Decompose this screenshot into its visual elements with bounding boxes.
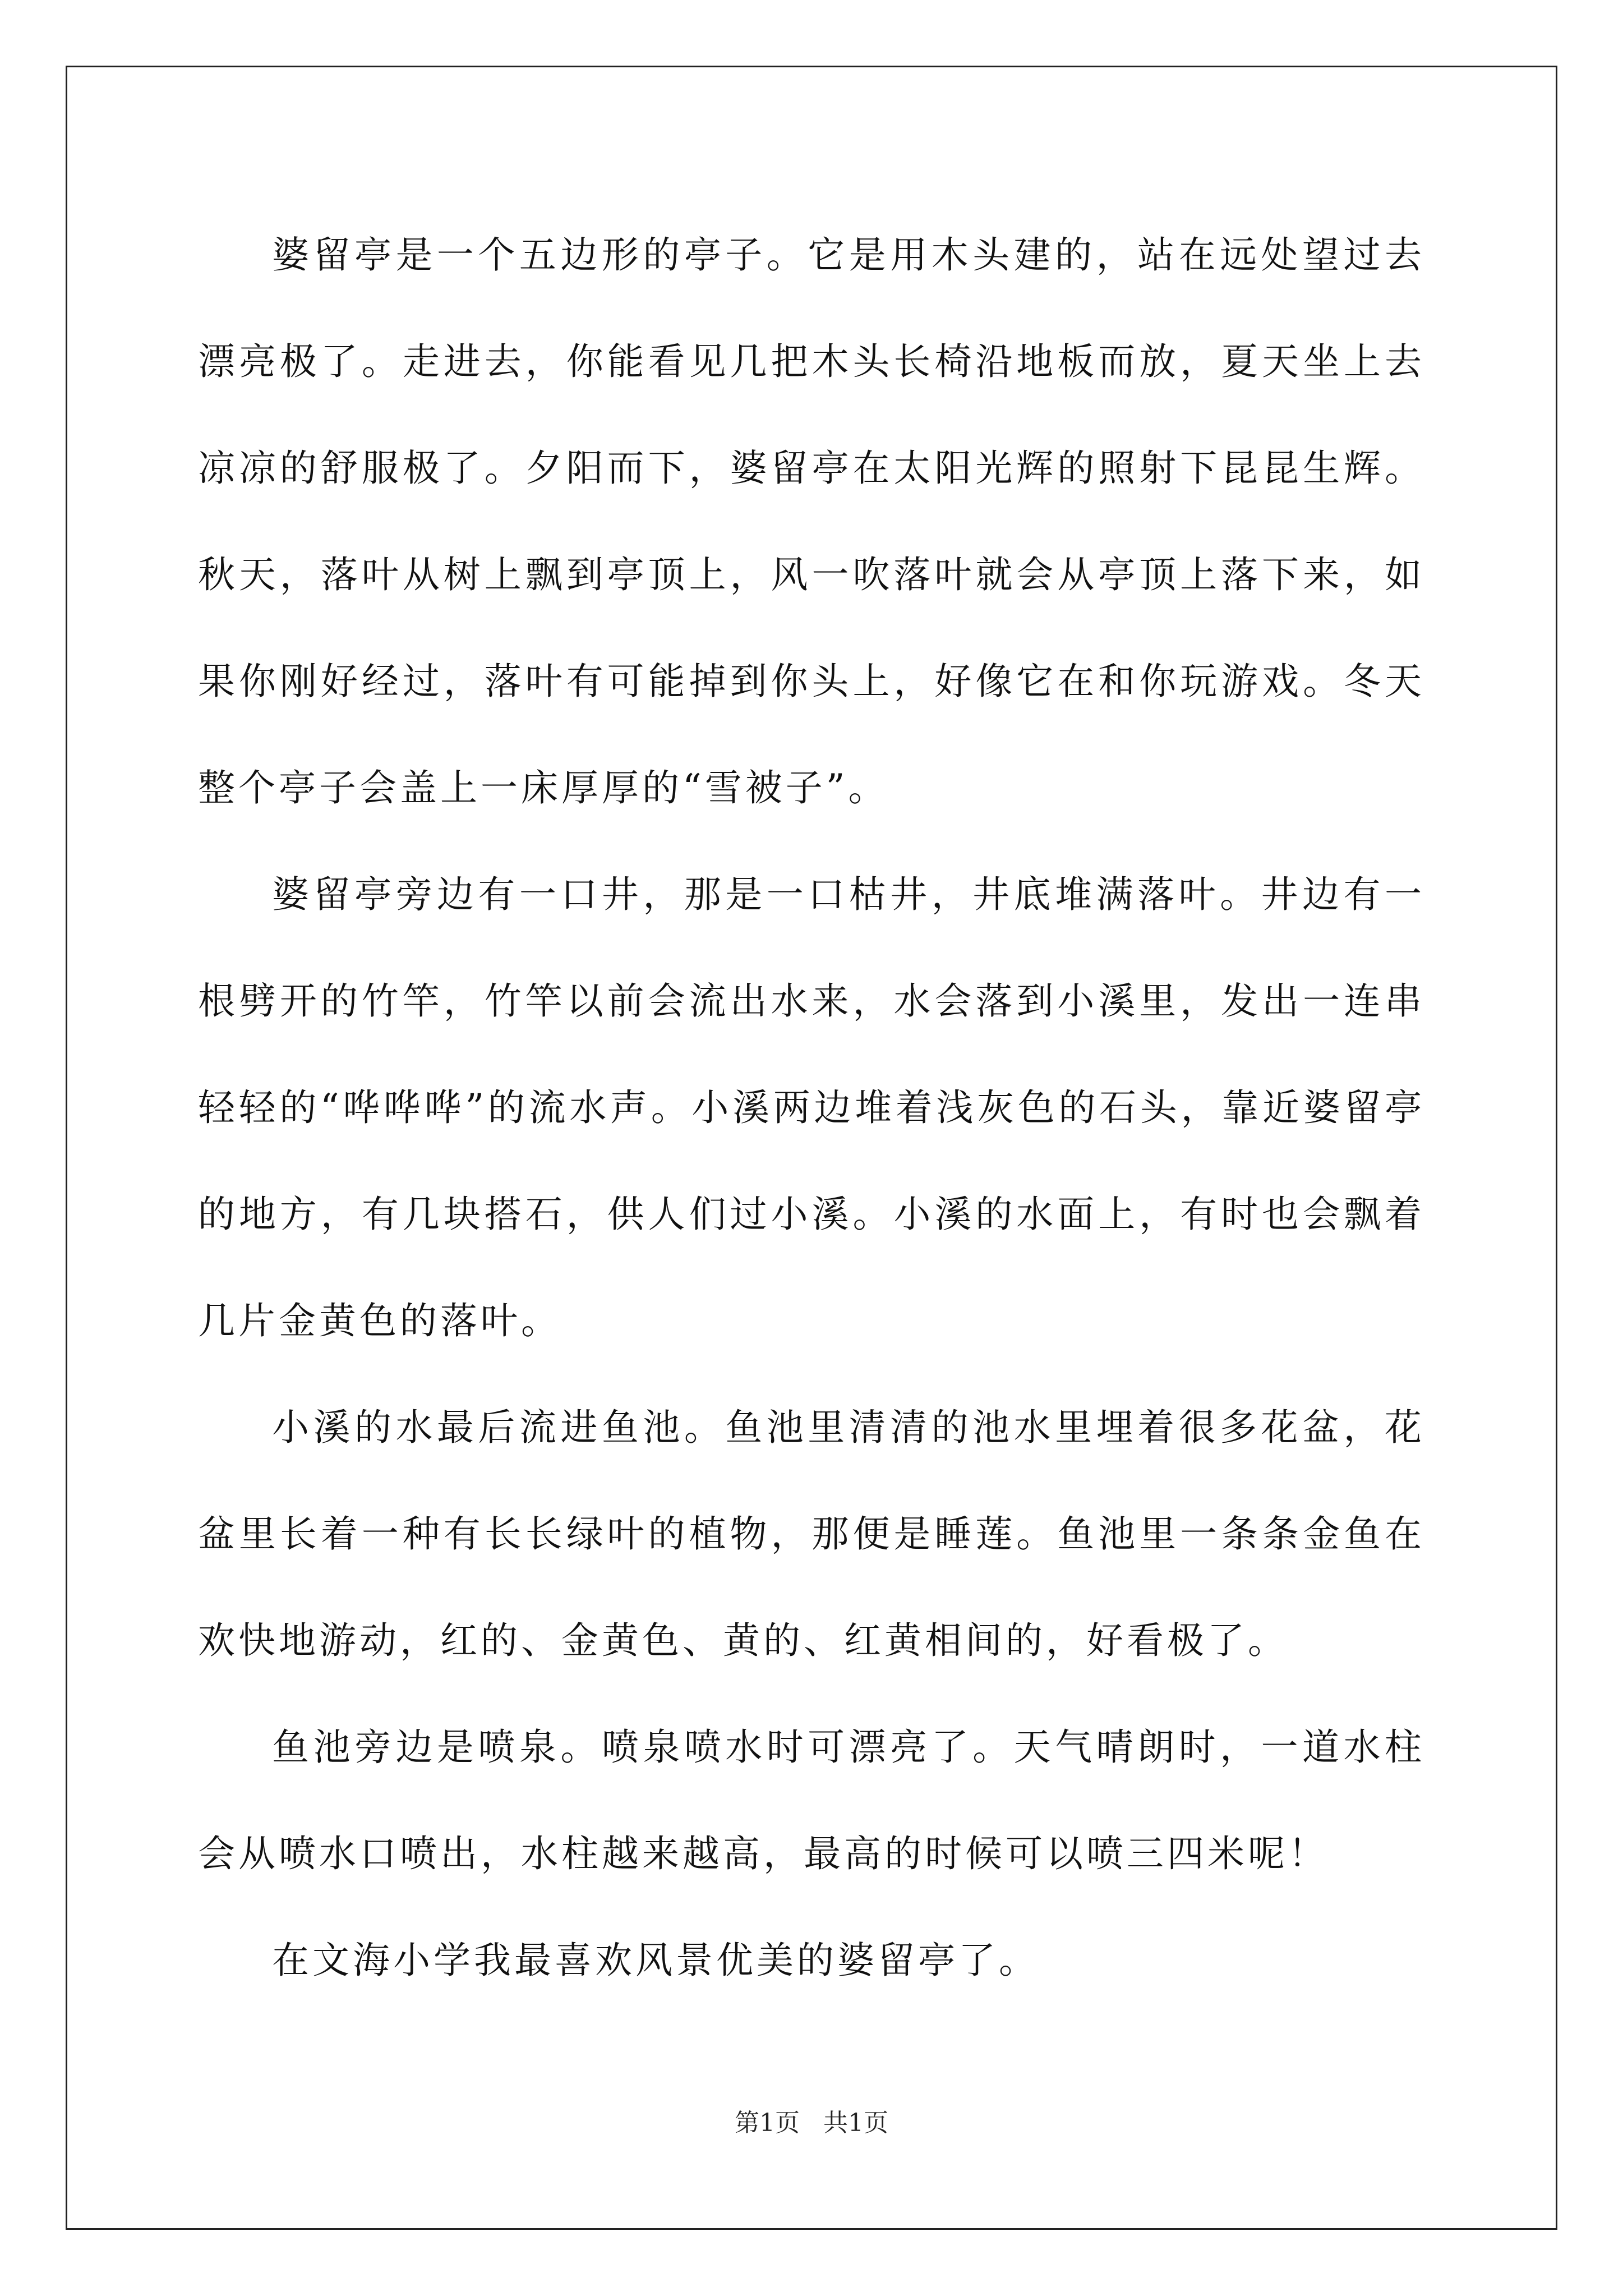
paragraph-5: 在文海小学我最喜欢风景优美的婆留亭了。	[272, 1939, 1039, 1982]
paragraph-1: 婆留亭是一个五边形的亭子。它是用木头建的，站在远处望过去漂亮极了。走进去，你能看见几把木头长椅沿地板而放，夏天坐上去凉凉的舒服极了。夕阳而下，婆留亭在太阳光辉的照射下昆昆生辉。秋天，落叶从树上飘到亭顶上，风一吹落叶就会从亭顶上落下来，如果你刚好经过，落叶有可能掉到你头上，好像它在和你玩游戏。冬天整个亭子会盖上一床厚厚的“雪被子”。	[198, 233, 1425, 809]
document-body	[198, 202, 1425, 2014]
paragraph-3: 小溪的水最后流进鱼池。鱼池里清清的池水里埋着很多花盆，花盆里长着一种有长长绿叶的植物，那便是睡莲。鱼池里一条条金鱼在欢快地游动，红的、金黄色、黄的、红黄相间的，好看极了。	[198, 1406, 1425, 1662]
paragraph-4: 鱼池旁边是喷泉。喷泉喷水时可漂亮了。天气晴朗时，一道水柱会从喷水口喷出，水柱越来越高，最高的时候可以喷三四米呢！	[198, 1726, 1425, 1875]
page-footer: 第1页 共1页	[735, 2109, 888, 2137]
paragraph-2: 婆留亭旁边有一口井，那是一口枯井，井底堆满落叶。井边有一根劈开的竹竿，竹竿以前会流出水来，水会落到小溪里，发出一连串轻轻的“哗哗哗”的流水声。小溪两边堆着浅灰色的石头，靠近婆留亭的地方，有几块搭石，供人们过小溪。小溪的水面上，有时也会飘着几片金黄色的落叶。	[198, 873, 1425, 1342]
